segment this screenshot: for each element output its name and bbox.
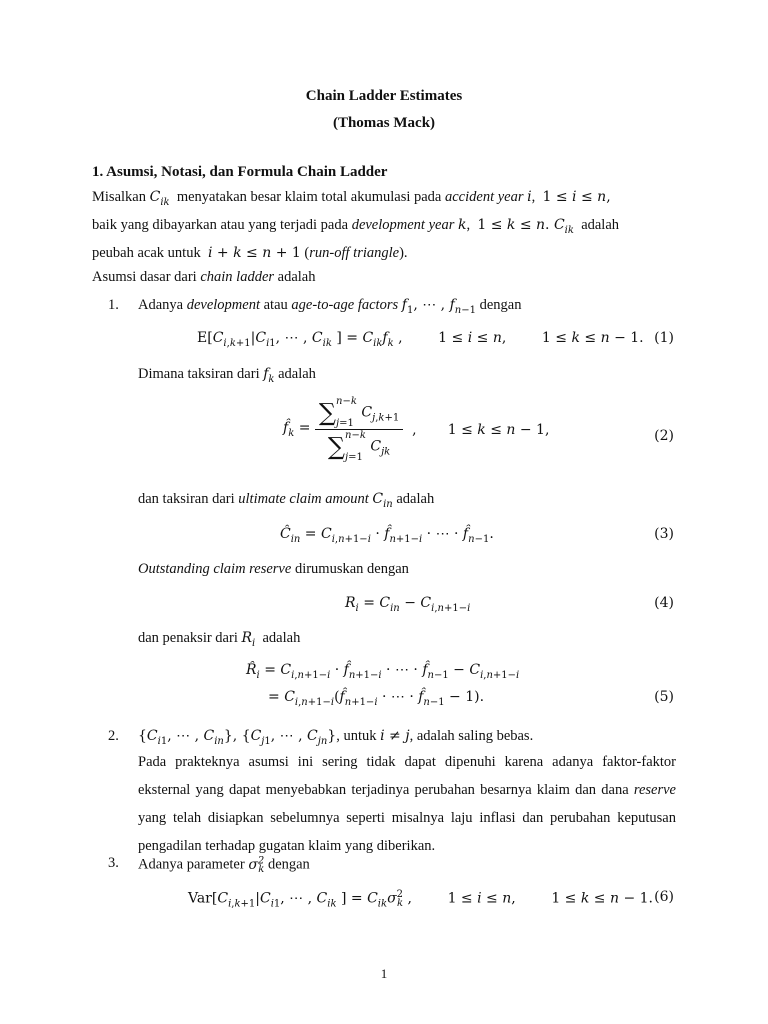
equation-5-number: (5) (654, 689, 674, 705)
item-2-number: 2. (108, 728, 119, 744)
item-3-text: Adanya parameter $\sigma^2_k$ dengan (138, 855, 310, 876)
intro-line-4: Asumsi dasar dari chain ladder adalah (92, 269, 316, 285)
equation-5-line-2: = $C_{i,n+1-i}(f̂_{n+1-i}$ · ⋯ · $f̂_{n-1} - 1$). (268, 689, 485, 708)
equation-1: $E[C_{i,k+1}|C_{i1}$, ⋯ , $C_{ik}$ ] = $C_{ik}f_k$ , 1 ≤ i ≤ n, 1 ≤ k ≤ n − 1. (197, 330, 644, 349)
intro-line-1: Misalkan $C_{ik}$ menyatakan besar klaim total akumulasi pada accident year i, 1 ≤ i ≤ n, (92, 189, 611, 208)
item-1-outstanding: Outstanding claim reserve dirumuskan dengan (138, 561, 409, 577)
equation-2: $f̂_k$ = ∑n−k j=1 $C_{j,k+1}$ ∑n−k j=1 $C_{jk}$ , 1 ≤ k ≤ n − 1, (283, 396, 550, 463)
item-2-text: {$C_{i1}$, ⋯ , $C_{in}$}, {$C_{j1}$, ⋯ , $C_{jn}$}, untuk i ≠ j, adalah saling bebas. (138, 728, 534, 747)
equation-3-number: (3) (654, 526, 674, 542)
page-number: 1 (380, 966, 388, 981)
math-cik: $C_{ik}$ (149, 189, 170, 208)
document-author: (Thomas Mack) (332, 115, 436, 131)
equation-1-number: (1) (654, 330, 674, 346)
document-title: Chain Ladder Estimates (305, 88, 463, 104)
item-1-dan-taksiran: dan taksiran dari ultimate claim amount $C_{in}$ adalah (138, 491, 435, 510)
equation-4-number: (4) (654, 595, 674, 611)
item-1-dimana: Dimana taksiran dari $f_k$ adalah (138, 366, 316, 385)
item-1-penaksir: dan penaksir dari $R_i$ adalah (138, 630, 301, 649)
equation-4: $R_i = C_{in} - C_{i,n+1-i}$ (345, 595, 471, 614)
item-3-number: 3. (108, 855, 119, 871)
section-heading: 1. Asumsi, Notasi, dan Formula Chain Ladder (92, 164, 388, 180)
item-1-text: Adanya development atau age-to-age factors $f_1$, ⋯ , $f_{n-1}$ dengan (138, 297, 522, 316)
equation-6-number: (6) (654, 889, 674, 905)
equation-6: $Var[C_{i,k+1}|C_{i1}$, ⋯ , $C_{ik}$ ] = $C_{ik}\sigma^2_k$ , 1 ≤ i ≤ n, 1 ≤ k ≤ n − 1. (188, 889, 654, 910)
equation-2-number: (2) (654, 428, 674, 444)
intro-line-2: baik yang dibayarkan atau yang terjadi pada development year k, 1 ≤ k ≤ n. $C_{ik}$ adalah (92, 217, 620, 236)
item-2-paragraph: Pada prakteknya asumsi ini sering tidak dapat dipenuhi karena adanya faktor-faktor eksternal yang dapat menyebabkan terjadinya perubahan besarnya klaim dan dana reserve yang telah disiapkan sebelumnya seperti misalnya laju inflasi dan perubahan keputusan pengadilan terhadap gugatan klaim yang diberikan. (138, 754, 676, 854)
equation-5-line-1: $R̂_i = C_{i,n+1-i}$ · $f̂_{n+1-i}$ · ⋯ · $f̂_{n-1} - C_{i,n+1-i}$ (246, 662, 520, 681)
equation-3: $Ĉ_{in} = C_{i,n+1-i}$ · $f̂_{n+1-i}$ · ⋯ · $f̂_{n-1}$. (280, 526, 494, 545)
intro-line-3: peubah acak untuk i + k ≤ n + 1 (run-off triangle). (92, 245, 408, 261)
item-1-number: 1. (108, 297, 119, 313)
